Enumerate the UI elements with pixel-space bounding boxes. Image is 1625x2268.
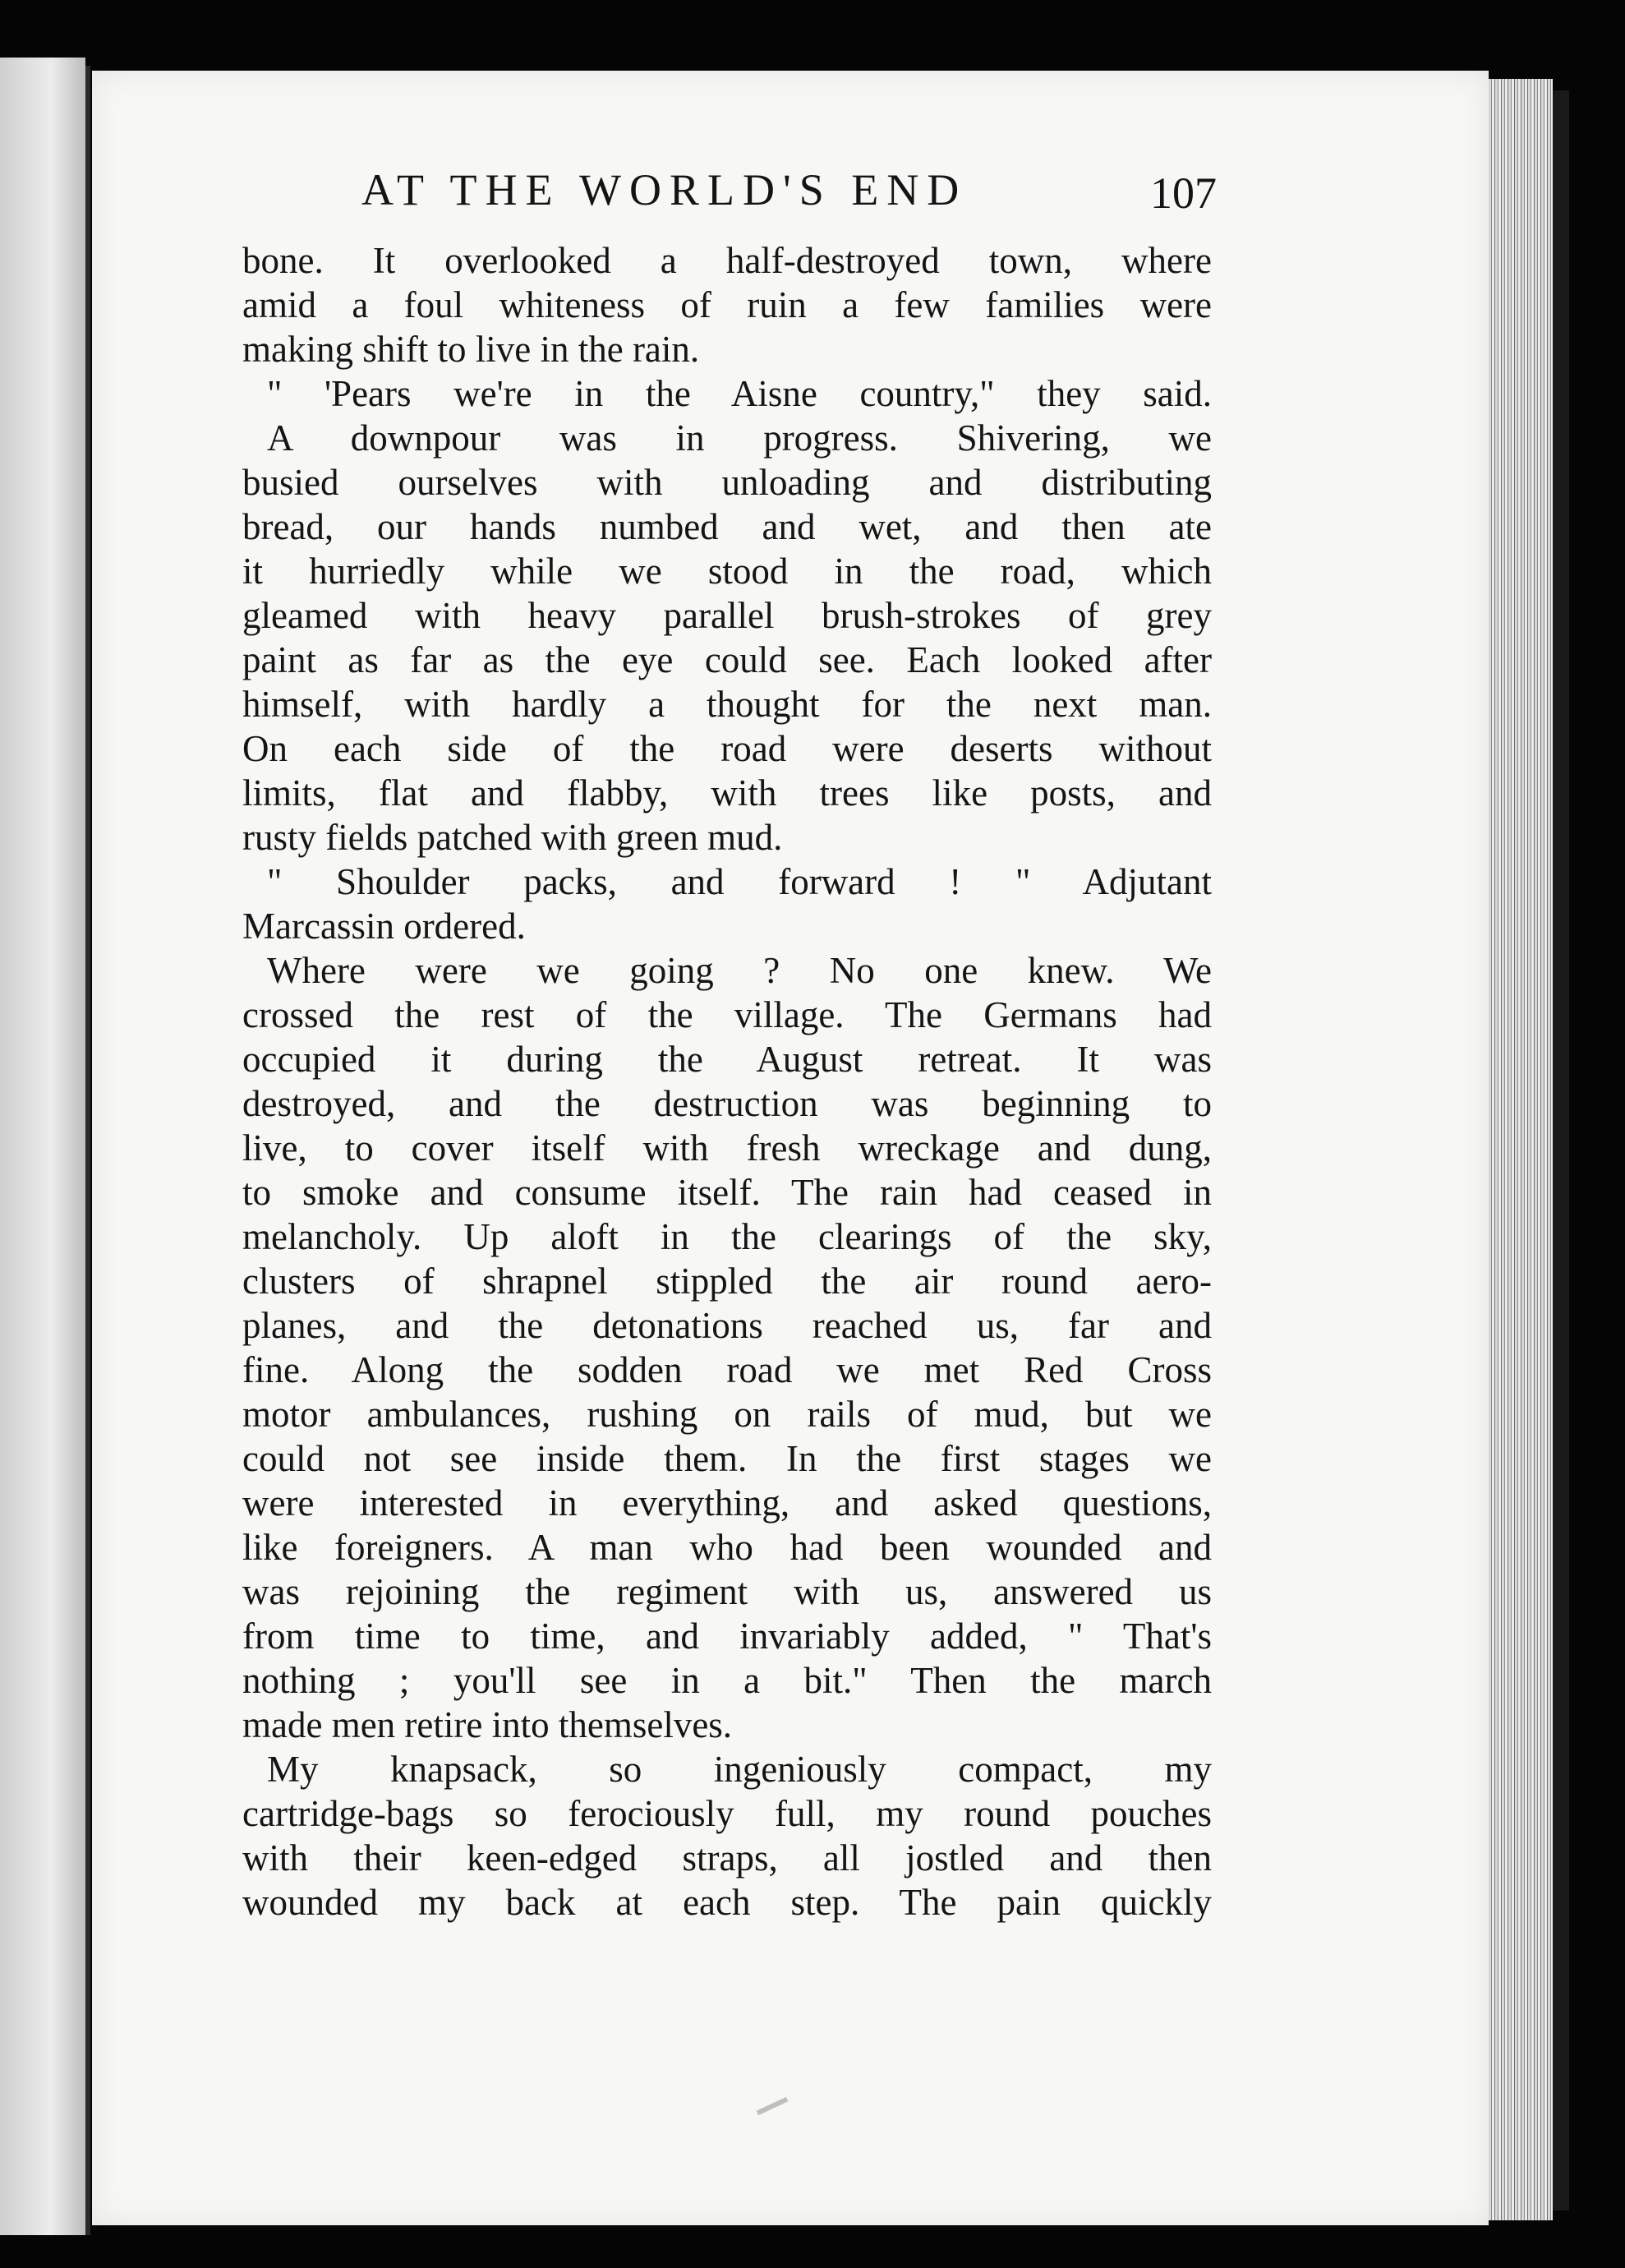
text-line: " Shoulder packs, and forward ! " Adjutant — [267, 861, 1212, 902]
text-line: live, to cover itself with fresh wreckage and dung, — [242, 1127, 1212, 1169]
text-line: A downpour was in progress. Shivering, we — [267, 417, 1212, 459]
text-line: crossed the rest of the village. The Germans had — [242, 994, 1212, 1035]
text-line: rusty fields patched with green mud. — [242, 817, 783, 858]
body-text — [242, 238, 1212, 1925]
text-line: wounded my back at each step. The pain quickly — [242, 1882, 1212, 1923]
text-line: motor ambulances, rushing on rails of mud, but we — [242, 1394, 1212, 1435]
book-gutter — [85, 66, 90, 2235]
text-line: On each side of the road were deserts without — [242, 728, 1212, 769]
text-line: with their keen-edged straps, all jostled and then — [242, 1837, 1212, 1878]
text-line: himself, with hardly a thought for the next man. — [242, 684, 1212, 725]
text-line: it hurriedly while we stood in the road, which — [242, 551, 1212, 592]
text-line: cartridge-bags so ferociously full, my round pouches — [242, 1793, 1212, 1834]
text-line: like foreigners. A man who had been wounded and — [242, 1527, 1212, 1568]
text-line: " 'Pears we're in the Aisne country," they said. — [267, 373, 1212, 414]
text-line: clusters of shrapnel stippled the air round aero- — [242, 1261, 1212, 1302]
text-line: made men retire into themselves. — [242, 1704, 733, 1745]
facing-page-edge — [0, 58, 85, 2235]
text-line: from time to time, and invariably added, " That's — [242, 1616, 1212, 1657]
text-line: gleamed with heavy parallel brush-strokes of grey — [242, 595, 1212, 636]
text-line: amid a foul whiteness of ruin a few families were — [242, 284, 1212, 325]
text-line: making shift to live in the rain. — [242, 329, 700, 370]
text-line: fine. Along the sodden road we met Red Cross — [242, 1349, 1212, 1390]
text-line: to smoke and consume itself. The rain had ceased in — [242, 1172, 1212, 1213]
text-line: paint as far as the eye could see. Each looked after — [242, 639, 1212, 680]
page-number: 107 — [1150, 168, 1217, 218]
running-head: AT THE WORLD'S END — [361, 165, 968, 214]
text-line: bread, our hands numbed and wet, and then ate — [242, 506, 1212, 547]
text-line: melancholy. Up aloft in the clearings of the sky, — [242, 1216, 1212, 1257]
text-line: Marcassin ordered. — [242, 906, 526, 947]
text-line: were interested in everything, and asked questions, — [242, 1482, 1212, 1524]
text-line: nothing ; you'll see in a bit." Then the march — [242, 1660, 1212, 1701]
page-stack-shadow — [1553, 90, 1569, 2210]
text-line: Where were we going ? No one knew. We — [267, 950, 1212, 991]
text-line: planes, and the detonations reached us, far and — [242, 1305, 1212, 1346]
text-line: could not see inside them. In the first stages we — [242, 1438, 1212, 1479]
text-line: busied ourselves with unloading and distributing — [242, 462, 1212, 503]
text-line: limits, flat and flabby, with trees like posts, and — [242, 772, 1212, 814]
text-line: was rejoining the regiment with us, answered us — [242, 1571, 1212, 1612]
text-line: My knapsack, so ingeniously compact, my — [267, 1749, 1212, 1790]
text-line: occupied it during the August retreat. It was — [242, 1039, 1212, 1080]
text-line: bone. It overlooked a half-destroyed town, where — [242, 240, 1212, 281]
text-line: destroyed, and the destruction was beginning to — [242, 1083, 1212, 1124]
page-stack-edges — [1489, 79, 1553, 2220]
